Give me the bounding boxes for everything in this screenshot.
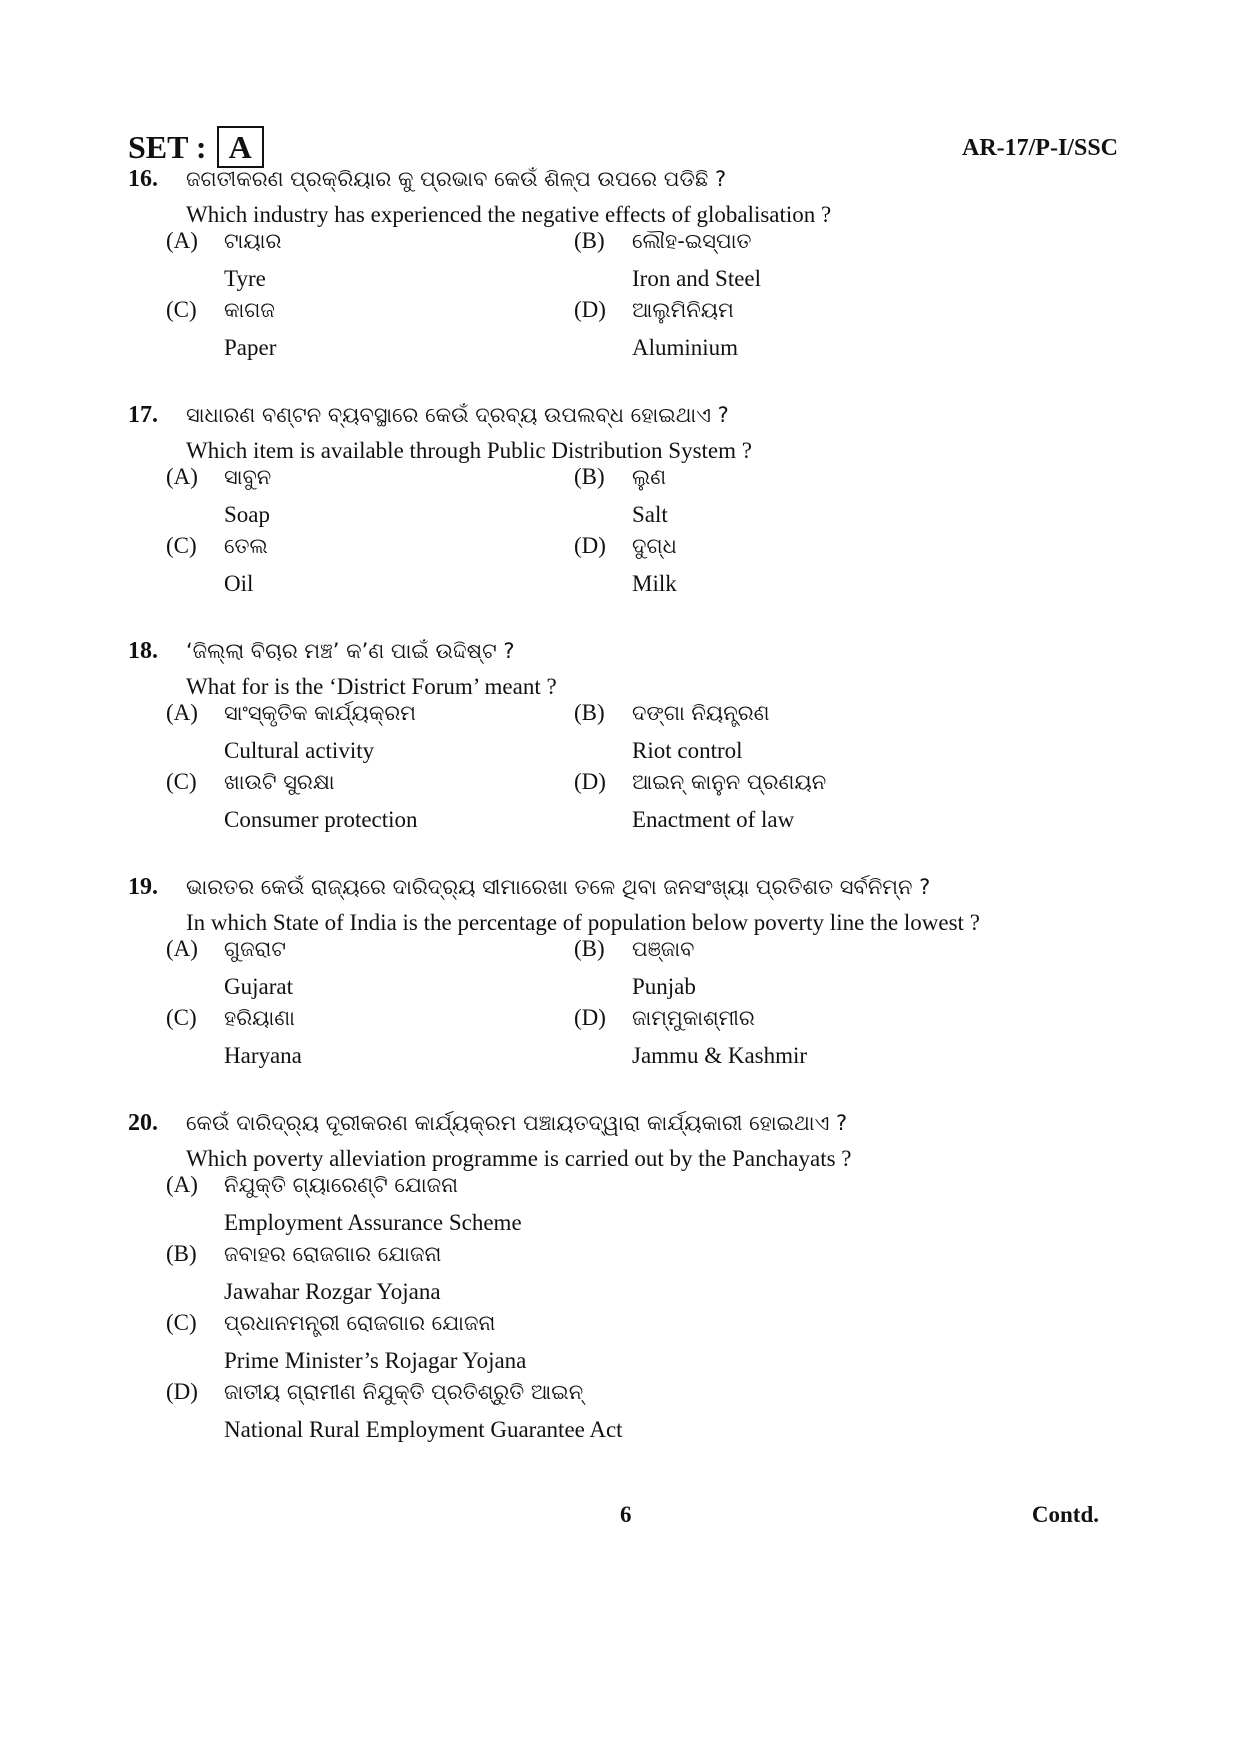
question-number: 18. xyxy=(128,638,158,664)
option-text-english: Iron and Steel xyxy=(632,266,762,291)
paper-code: AR-17/P-I/SSC xyxy=(961,135,1118,161)
question-text-odia: ‘ଜିଲ୍ଲା ବିଚାର ମଞ୍ଚ’ କ’ଣ ପାଇଁ ଉଦ୍ଦିଷ୍ଟ ? xyxy=(186,639,515,663)
option-text-english: Punjab xyxy=(632,974,696,999)
option-label: (A) xyxy=(166,228,198,253)
option-text-odia: ହରିୟାଣା xyxy=(224,1006,295,1030)
option-text-odia: ଜାମ୍ମୁକାଶ୍ମୀର xyxy=(632,1006,755,1030)
continued-label: Contd. xyxy=(1031,1502,1099,1527)
option-text-english: Jammu & Kashmir xyxy=(632,1043,808,1068)
option-label: (D) xyxy=(166,1379,198,1404)
option-label: (C) xyxy=(166,1310,197,1335)
option-text-odia: ଲୌହ-ଇସ୍ପାତ xyxy=(632,229,752,253)
option-text-odia: ଆଲୁମିନିୟମ xyxy=(632,298,734,322)
option-label: (D) xyxy=(574,769,606,794)
option-text-english: Oil xyxy=(224,571,254,596)
option-text-odia: ଗୁଜରାଟ xyxy=(224,937,286,961)
option-text-english: National Rural Employment Guarantee Act xyxy=(224,1417,623,1442)
option-text-odia: ପଞ୍ଜାବ xyxy=(632,937,695,961)
option-label: (B) xyxy=(574,700,605,725)
option-text-odia: ଜାତୀୟ ଗ୍ରାମୀଣ ନିଯୁକ୍ତି ପ୍ରତିଶ୍ରୁତି ଆଇନ୍ xyxy=(224,1380,584,1404)
option-label: (A) xyxy=(166,936,198,961)
option-label: (D) xyxy=(574,533,606,558)
option-text-english: Employment Assurance Scheme xyxy=(224,1210,522,1235)
option-label: (D) xyxy=(574,297,606,322)
option-text-english: Prime Minister’s Rojagar Yojana xyxy=(224,1348,527,1373)
option-label: (C) xyxy=(166,1005,197,1030)
option-label: (B) xyxy=(574,936,605,961)
option-text-english: Paper xyxy=(224,335,277,360)
option-text-odia: ଦୁଗ୍ଧ xyxy=(632,534,677,558)
question-number: 19. xyxy=(128,874,158,900)
option-text-english: Salt xyxy=(632,502,668,527)
question-text-odia: ଜଗତୀକରଣ ପ୍ରକ୍ରିୟାର କୁ ପ୍ରଭାବ କେଉଁ ଶିଳ୍ପ ଉପରେ ପଡିଛି ? xyxy=(186,167,727,191)
question-number: 17. xyxy=(128,402,158,428)
option-text-odia: ଜବାହର ରୋଜଗାର ଯୋଜନା xyxy=(224,1242,442,1266)
option-text-english: Soap xyxy=(224,502,270,527)
question-text-odia: କେଉଁ ଦାରିଦ୍ର୍ୟ ଦୂରୀକରଣ କାର୍ଯ୍ୟକ୍ରମ ପଞ୍ଚାୟତଦ୍ୱାରା କାର୍ଯ୍ୟକାରୀ ହୋଇଥାଏ ? xyxy=(186,1111,848,1135)
page-number: 6 xyxy=(620,1502,632,1527)
option-label: (B) xyxy=(166,1241,197,1266)
option-text-odia: ସାବୁନ xyxy=(224,465,272,489)
question-text-english: Which industry has experienced the negative effects of globalisation ? xyxy=(186,202,832,227)
option-label: (C) xyxy=(166,297,197,322)
question-19 xyxy=(128,870,1118,1100)
option-text-english: Jawahar Rozgar Yojana xyxy=(224,1279,441,1304)
option-text-english: Haryana xyxy=(224,1043,302,1068)
option-text-english: Aluminium xyxy=(632,335,739,360)
option-text-english: Tyre xyxy=(224,266,266,291)
option-text-odia: ଟାୟାର xyxy=(224,229,282,253)
option-text-english: Consumer protection xyxy=(224,807,418,832)
question-text-english: Which poverty alleviation programme is carried out by the Panchayats ? xyxy=(186,1146,852,1171)
question-number: 20. xyxy=(128,1110,158,1136)
option-text-english: Milk xyxy=(632,571,677,596)
option-text-english: Enactment of law xyxy=(632,807,795,832)
question-text-english: In which State of India is the percentage of population below poverty line the lowest ? xyxy=(186,910,980,935)
option-text-odia: କାଗଜ xyxy=(224,298,275,322)
option-text-odia: ସାଂସ୍କୃତିକ କାର୍ଯ୍ୟକ୍ରମ xyxy=(224,701,416,725)
option-text-odia: ନିଯୁକ୍ତି ଗ୍ୟାରେଣ୍ଟି ଯୋଜନା xyxy=(224,1173,459,1197)
option-label: (A) xyxy=(166,464,198,489)
option-text-odia: ଆଇନ୍ କାନୁନ ପ୍ରଣୟନ xyxy=(632,770,827,794)
set-label: SET : xyxy=(128,129,207,165)
option-text-odia: ଲୁଣ xyxy=(632,465,667,489)
option-label: (A) xyxy=(166,700,198,725)
option-label: (D) xyxy=(574,1005,606,1030)
option-text-odia: ଖାଉଟି ସୁରକ୍ଷା xyxy=(224,770,335,794)
option-label: (C) xyxy=(166,533,197,558)
option-text-odia: ପ୍ରଧାନମନ୍ତ୍ରୀ ରୋଜଗାର ଯୋଜନା xyxy=(224,1311,496,1335)
option-label: (A) xyxy=(166,1172,198,1197)
option-text-english: Gujarat xyxy=(224,974,293,999)
question-20 xyxy=(128,1106,1118,1486)
question-16 xyxy=(128,162,1118,392)
question-17 xyxy=(128,398,1118,628)
option-text-english: Riot control xyxy=(632,738,743,763)
question-text-english: Which item is available through Public Distribution System ? xyxy=(186,438,752,463)
option-label: (B) xyxy=(574,464,605,489)
question-text-odia: ସାଧାରଣ ବଣ୍ଟନ ବ୍ୟବସ୍ଥାରେ କେଉଁ ଦ୍ରବ୍ୟ ଉପଲବ୍ଧ ହୋଇଥାଏ ? xyxy=(186,403,729,427)
set-value-box: A xyxy=(217,126,264,168)
option-label: (B) xyxy=(574,228,605,253)
question-18 xyxy=(128,634,1118,864)
question-number: 16. xyxy=(128,166,158,192)
option-text-english: Cultural activity xyxy=(224,738,375,763)
option-label: (C) xyxy=(166,769,197,794)
option-text-odia: ତେଲ xyxy=(224,534,268,558)
question-text-odia: ଭାରତର କେଉଁ ରାଜ୍ୟରେ ଦାରିଦ୍ର୍ୟ ସୀମାରେଖା ତଳେ ଥିବା ଜନସଂଖ୍ୟା ପ୍ରତିଶତ ସର୍ବନିମ୍ନ ? xyxy=(186,875,931,899)
question-text-english: What for is the ‘District Forum’ meant ? xyxy=(186,674,557,699)
option-text-odia: ଦଙ୍ଗା ନିୟନ୍ତ୍ରଣ xyxy=(632,701,770,725)
